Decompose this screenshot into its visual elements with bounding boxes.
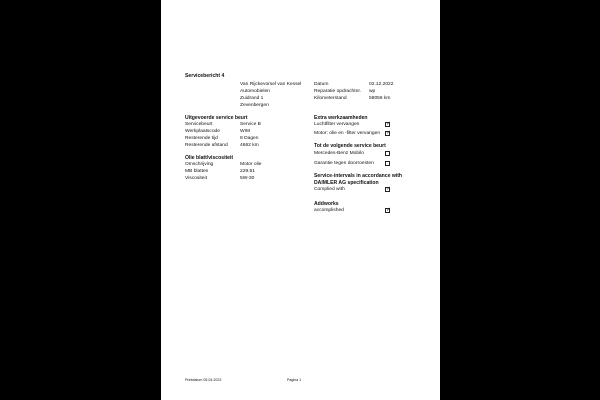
report-title: Servicebericht 4: [185, 73, 225, 79]
service-value-type: Service B: [240, 122, 261, 127]
accomplished-checkbox[interactable]: [385, 208, 390, 213]
meta-label-mileage: Kilometerstand: [314, 96, 347, 101]
meta-value-order: wp: [369, 89, 376, 94]
dealer-city: Zevenbergen: [240, 103, 269, 108]
addworks-heading: Addworks: [314, 201, 339, 207]
next-item-rust-label: Garantie tegen doorroesten: [314, 161, 374, 166]
service-label-workshop: Werkplaatscode: [185, 129, 220, 134]
complied-checkbox[interactable]: [385, 187, 390, 192]
service-label-distance: Resterende afstand: [185, 143, 228, 148]
dealer-line2: Automobielen: [240, 89, 270, 94]
intervals-heading-line1: Service-intervals in accordance with: [314, 173, 403, 179]
meta-value-mileage: 58056 km: [369, 96, 391, 101]
oil-label-description: Omschrijving: [185, 162, 214, 167]
meta-label-date: Datum: [314, 82, 329, 87]
extra-item-air-filter-label: Luchtfilter vervangen: [314, 122, 360, 127]
oil-label-spec: MB blatten: [185, 169, 209, 174]
service-value-workshop: WIM: [240, 129, 251, 134]
footer-print-date: Printdatum 05.04.2023: [185, 378, 222, 382]
service-value-time: 8 Dagen: [240, 136, 259, 141]
oil-filter-checkbox[interactable]: [385, 131, 390, 136]
document-page: [161, 0, 440, 400]
extra-item-oil-filter-label: Motor: olie en -filter vervangen: [314, 131, 381, 136]
oil-value-viscosity: 5W-30: [240, 176, 255, 181]
oil-label-viscosity: Viscositeit: [185, 176, 207, 181]
service-value-distance: 4662 km: [240, 143, 259, 148]
service-label-time: Resterende tijd: [185, 136, 218, 141]
service-heading: Uitgevoerde service beurt: [185, 115, 248, 121]
meta-value-date: 02.12.2022: [369, 82, 394, 87]
meta-label-order: Reparatie opdrachtnr.: [314, 89, 362, 94]
dealer-street: Zuidrand 1: [240, 96, 264, 101]
mobilo-checkbox[interactable]: [385, 151, 390, 156]
extra-heading: Extra werkzaamheden: [314, 115, 368, 121]
oil-value-spec: 229.51: [240, 169, 255, 174]
air-filter-checkbox[interactable]: [385, 122, 390, 127]
rust-warranty-checkbox[interactable]: [385, 161, 390, 166]
footer-page-number: Pagina 1: [287, 378, 302, 382]
oil-heading: Olie blatt/viscositeit: [185, 155, 234, 161]
service-label-type: Servicebeurt: [185, 122, 213, 127]
intervals-heading-line2: DAIMLER AG specification: [314, 180, 379, 186]
dealer-name: Van Rijckevorsel van Kessel: [240, 82, 302, 87]
next-heading: Tot de volgende service beurt: [314, 143, 386, 149]
intervals-item-complied-label: Complied with: [314, 187, 345, 192]
oil-value-description: Motor olie: [240, 162, 262, 167]
next-item-mobilo-label: Mercedes-Benz Mobilo: [314, 151, 365, 156]
addworks-item-accomplished-label: accomplished: [314, 208, 344, 213]
